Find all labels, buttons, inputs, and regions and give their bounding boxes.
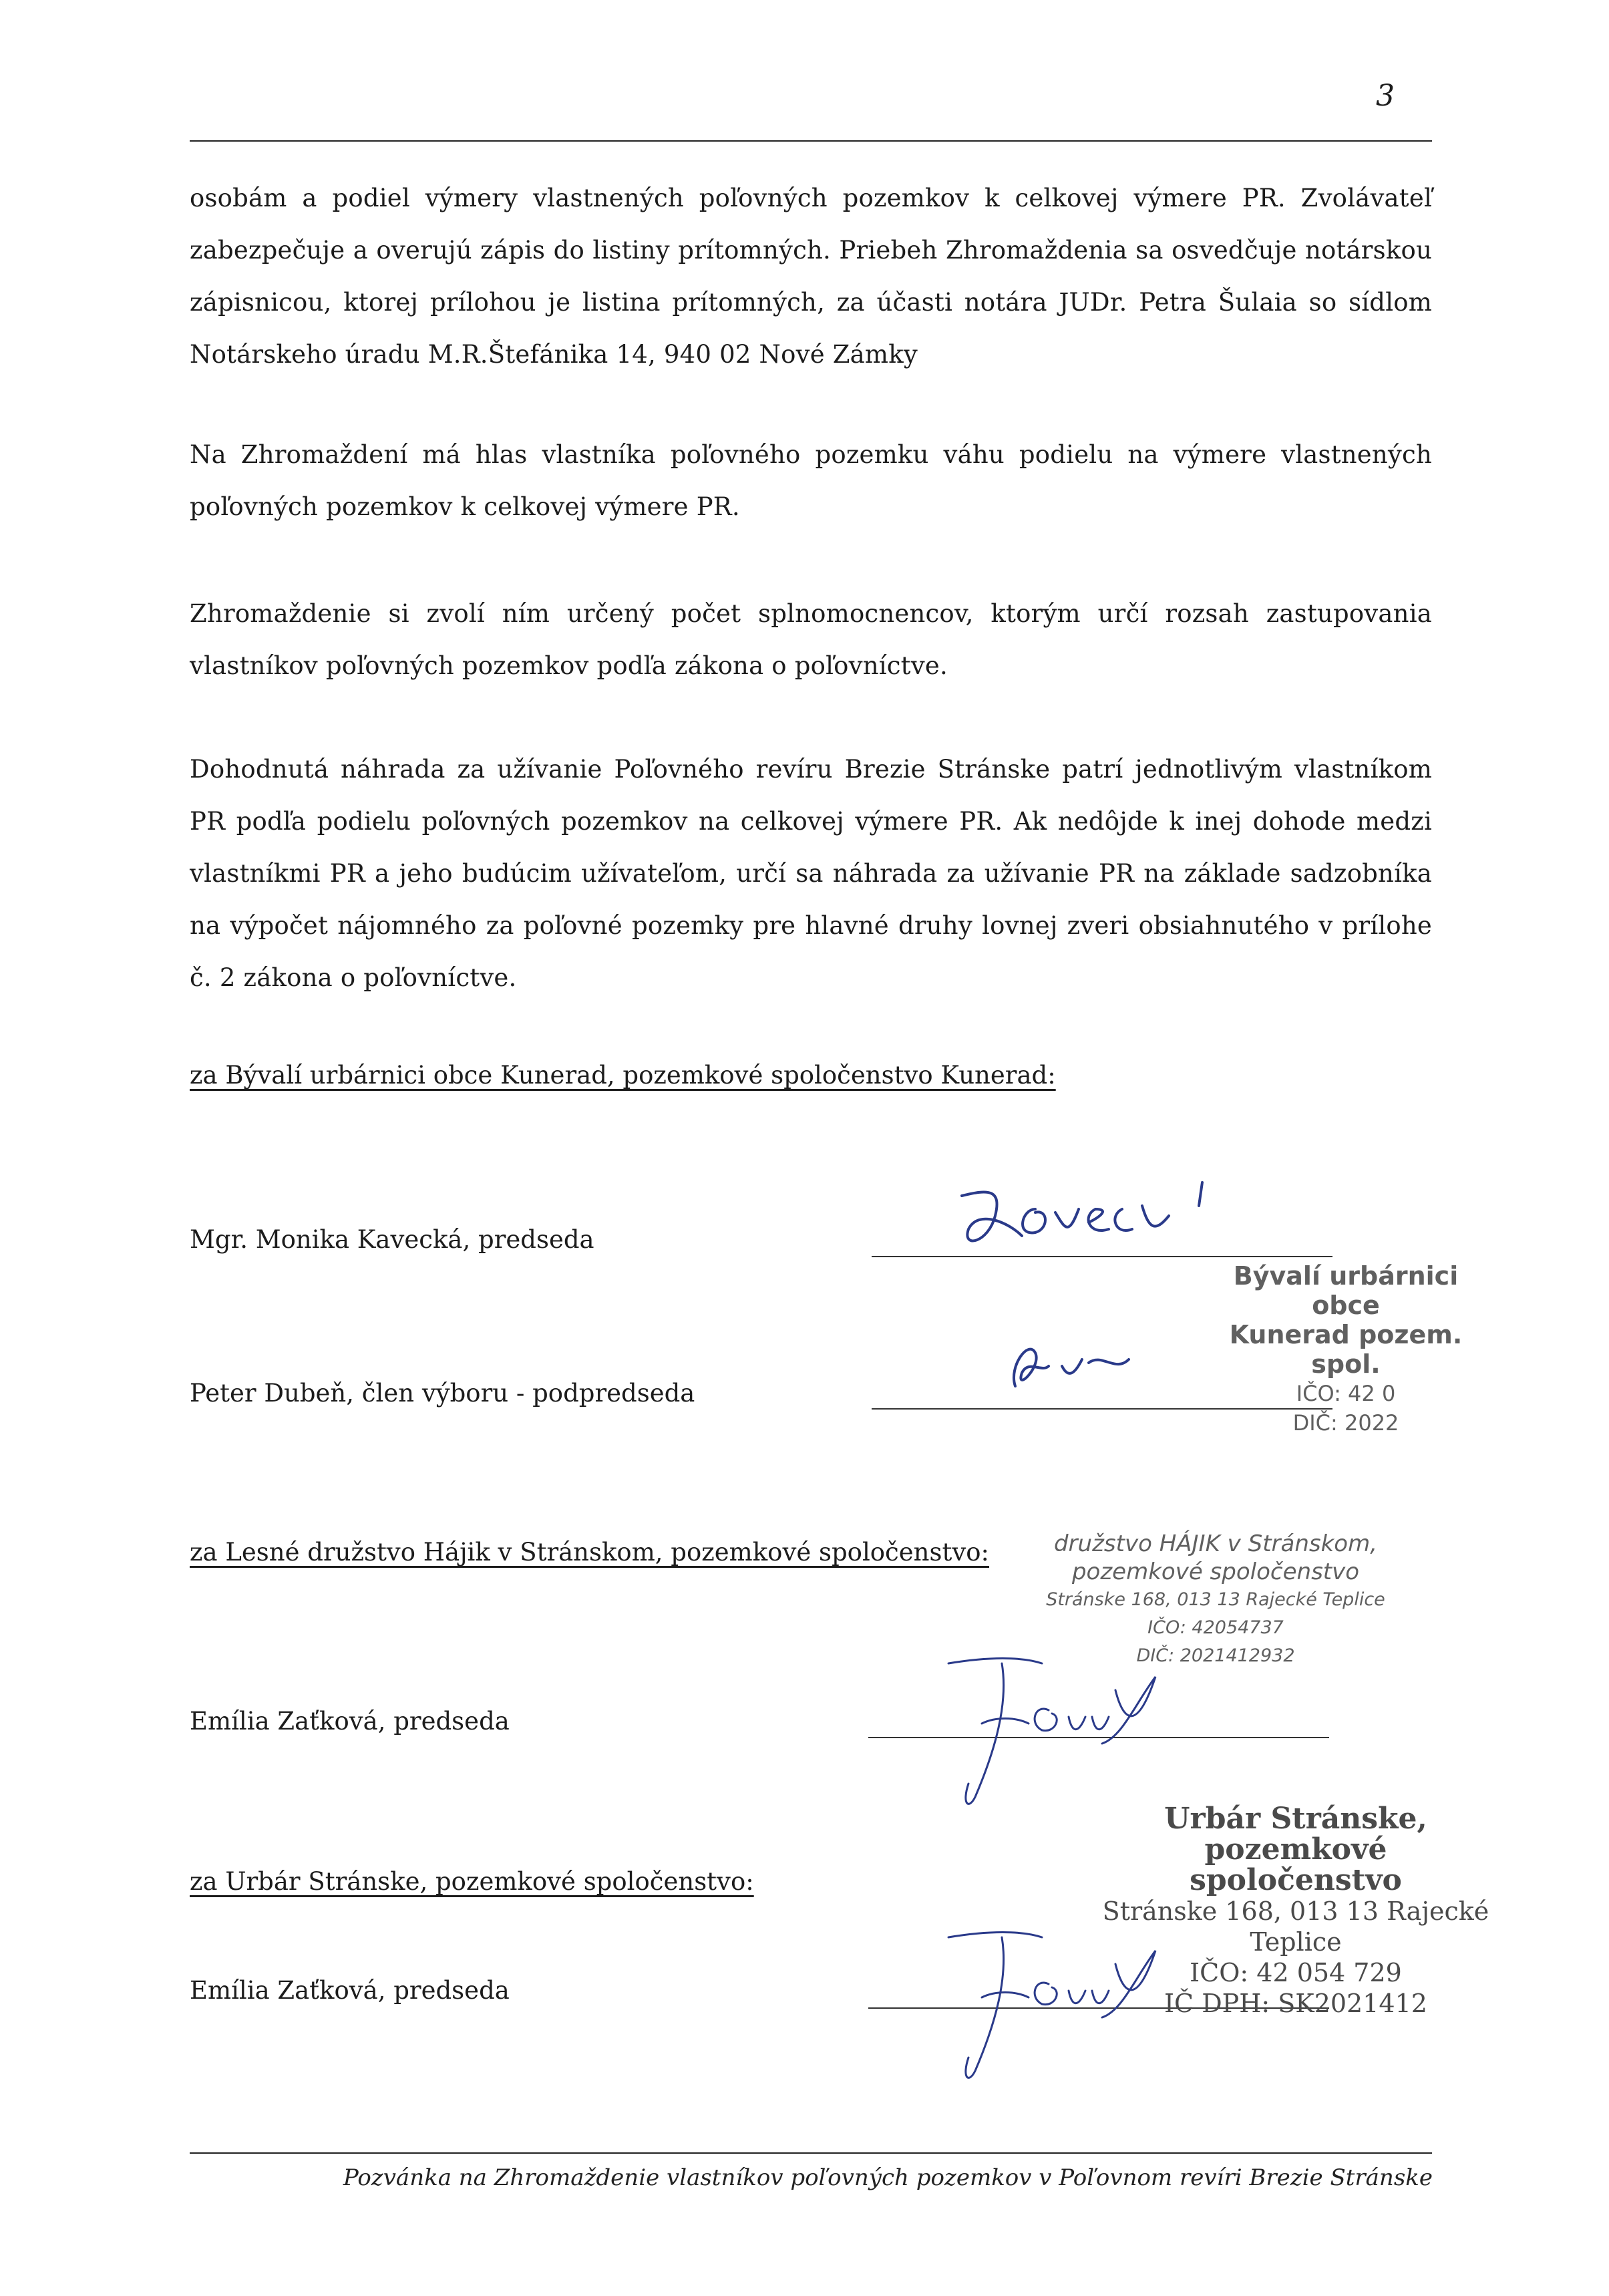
party-heading-hajik: za Lesné družstvo Hájik v Stránskom, pozemkové spoločenstvo:	[190, 1538, 990, 1567]
stamp-line: pozemkové spoločenstvo	[1190, 1832, 1402, 1897]
stamp-line: Stránske 168, 013 13 Rajecké Teplice	[1102, 1897, 1489, 1957]
stamp-line: IČO: 42 0	[1296, 1381, 1396, 1406]
paragraph-3: Zhromaždenie si zvolí ním určený počet splnomocnencov, ktorým určí rozsah zastupovania vlastníkov poľovných pozemkov podľa zákona o poľovníctve.	[190, 599, 1432, 680]
stamp-line: IČ DPH: SK2021412	[1164, 1989, 1427, 2018]
company-stamp	[1196, 1261, 1496, 1438]
stamp-line: Bývalí urbárnici obce	[1233, 1261, 1459, 1320]
signer-name: Emília Zaťková, predseda	[190, 1707, 510, 1736]
party-heading-kunerad: za Bývalí urbárnici obce Kunerad, pozemkové spoločenstvo Kunerad:	[190, 1061, 1056, 1090]
paragraph-2: Na Zhromaždení má hlas vlastníka poľovného pozemku váhu podielu na výmere vlastnených poľovných pozemkov k celkovej výmere PR.	[190, 440, 1432, 521]
signer-name: Emília Zaťková, predseda	[190, 1976, 510, 2005]
stamp-line: DIČ: 2021412932	[1136, 1645, 1295, 1666]
stamp-line: IČO: 42054737	[1147, 1617, 1284, 1638]
stamp-line: Kunerad pozem. spol.	[1229, 1320, 1463, 1379]
stamp-line: IČO: 42 054 729	[1190, 1958, 1402, 1987]
stamp-line: DIČ: 2022	[1292, 1410, 1399, 1436]
paragraph-1: osobám a podiel výmery vlastnených poľovných pozemkov k celkovej výmere PR. Zvolávateľ zabezpečuje a overujú zápis do listiny prítomných. Priebeh Zhromaždenia sa osvedčuje notárskou zápisnicou, ktorej prílohou je listina prítomných, za účasti notára JUDr. Petra Šulaia so sídlom Notárskeho úradu M.R.Štefánika 14, 940 02 Nové Zámky	[190, 184, 1432, 369]
page-number: 3	[1376, 79, 1395, 113]
signer-name: Mgr. Monika Kavecká, predseda	[190, 1225, 594, 1254]
stamp-line: pozemkové spoločenstvo	[1071, 1559, 1360, 1585]
handwritten-signature	[935, 1650, 1202, 1824]
stamp-line: Urbár Stránske,	[1164, 1802, 1427, 1836]
page-footer: Pozvánka na Zhromaždenie vlastníkov poľovných pozemkov v Poľovnom revíri Brezie Stránske	[343, 2164, 1433, 2191]
footer-rule	[190, 2152, 1432, 2154]
stamp-line: družstvo HÁJIK v Stránskom,	[1053, 1530, 1378, 1557]
handwritten-signature	[935, 1924, 1202, 2098]
signer-name: Peter Dubeň, člen výboru - podpredseda	[190, 1379, 695, 1408]
stamp-line: Stránske 168, 013 13 Rajecké Teplice	[1046, 1589, 1385, 1610]
company-stamp	[1029, 1530, 1403, 1670]
handwritten-signature	[948, 1169, 1216, 1263]
header-rule	[190, 140, 1432, 142]
party-heading-urbar-stranske: za Urbár Stránske, pozemkové spoločenstvo:	[190, 1867, 754, 1896]
paragraph-4: Dohodnutá náhrada za užívanie Poľovného revíru Brezie Stránske patrí jednotlivým vlastníkom PR podľa podielu poľovných pozemkov na celkovej výmere PR. Ak nedôjde k inej dohode medzi vlastníkmi PR a jeho budúcim užívateľom, určí sa náhrada za užívanie PR na základe sadzobníka na výpočet nájomného za poľovné pozemky pre hlavné druhy lovnej zveri obsiahnutého v prílohe č. 2 zákona o poľovníctve.	[190, 755, 1432, 992]
handwritten-signature	[1002, 1326, 1149, 1406]
